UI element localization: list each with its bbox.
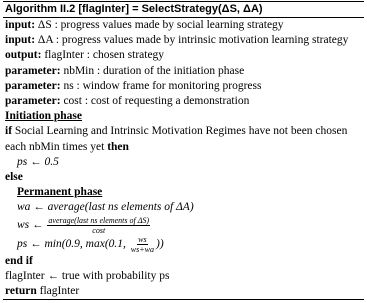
ps-line [3, 235, 364, 254]
ws-numerator: average(last ns elements of ΔS) [48, 215, 150, 225]
keyword-parameter: parameter: [5, 95, 61, 108]
ps-lhs: ps ← min(0.9, max(0.1, [17, 237, 129, 250]
algorithm-title: Algorithm II.2 [flagInter] = SelectStrategy(ΔS, ΔA) [5, 3, 263, 15]
output-desc: flagInter : chosen strategy [41, 49, 165, 62]
flag-line: flagInter ← true with probability ps [5, 269, 170, 282]
keyword-parameter: parameter: [5, 64, 61, 77]
algorithm-block [3, 0, 364, 300]
output-line [3, 48, 364, 63]
input-line-2 [3, 33, 364, 48]
return-line [3, 284, 364, 299]
keyword-input: input: [5, 34, 36, 47]
parameter-desc-2: ns : window frame for monitoring progress [60, 79, 262, 92]
ps-rhs: )) [155, 237, 164, 250]
ws-lhs: ws ← [17, 218, 47, 231]
if-line [3, 124, 364, 154]
if-condition: Social Learning and Intrinsic Motivation Regimes have not been chosen each nbMin times yet [5, 125, 348, 153]
input-desc-2: ΔA : progress values made by intrinsic motivation learning strategy [35, 34, 349, 47]
permanent-heading [3, 185, 364, 200]
end-if-line: end if [5, 254, 33, 267]
bottom-rule [3, 299, 364, 300]
keyword-else: else [5, 171, 23, 184]
keyword-parameter: parameter: [5, 79, 61, 92]
else-line [3, 170, 364, 185]
keyword-return: return [5, 285, 37, 298]
keyword-input: input: [5, 19, 36, 31]
ps-numerator: ws [138, 234, 147, 244]
initiation-heading-text: Initiation phase [5, 110, 83, 123]
initiation-heading [3, 109, 364, 124]
parameter-line-1 [3, 64, 364, 79]
parameter-line-2 [3, 79, 364, 94]
ps-init-line: ps ← 0.5 [17, 155, 59, 168]
parameter-desc-3: cost : cost of requesting a demonstration [60, 95, 250, 108]
wa-line: wa ← average(last ns elements of ΔA) [17, 201, 194, 214]
keyword-then: then [107, 140, 129, 153]
parameter-desc-1: nbMin : duration of the initiation phase [60, 64, 245, 77]
ws-fraction [47, 216, 150, 235]
ws-denominator: cost [92, 225, 106, 235]
ps-denominator: ws+wa [130, 244, 154, 254]
input-line-1 [3, 18, 364, 33]
keyword-if: if [5, 125, 13, 138]
parameter-line-3 [3, 94, 364, 109]
ws-line [3, 216, 364, 235]
input-desc-1: ΔS : progress values made by social learning strategy [35, 19, 284, 31]
ps-fraction [130, 235, 155, 254]
keyword-output: output: [5, 49, 42, 62]
return-value: flagInter [36, 285, 80, 298]
permanent-heading-text: Permanent phase [17, 186, 103, 199]
